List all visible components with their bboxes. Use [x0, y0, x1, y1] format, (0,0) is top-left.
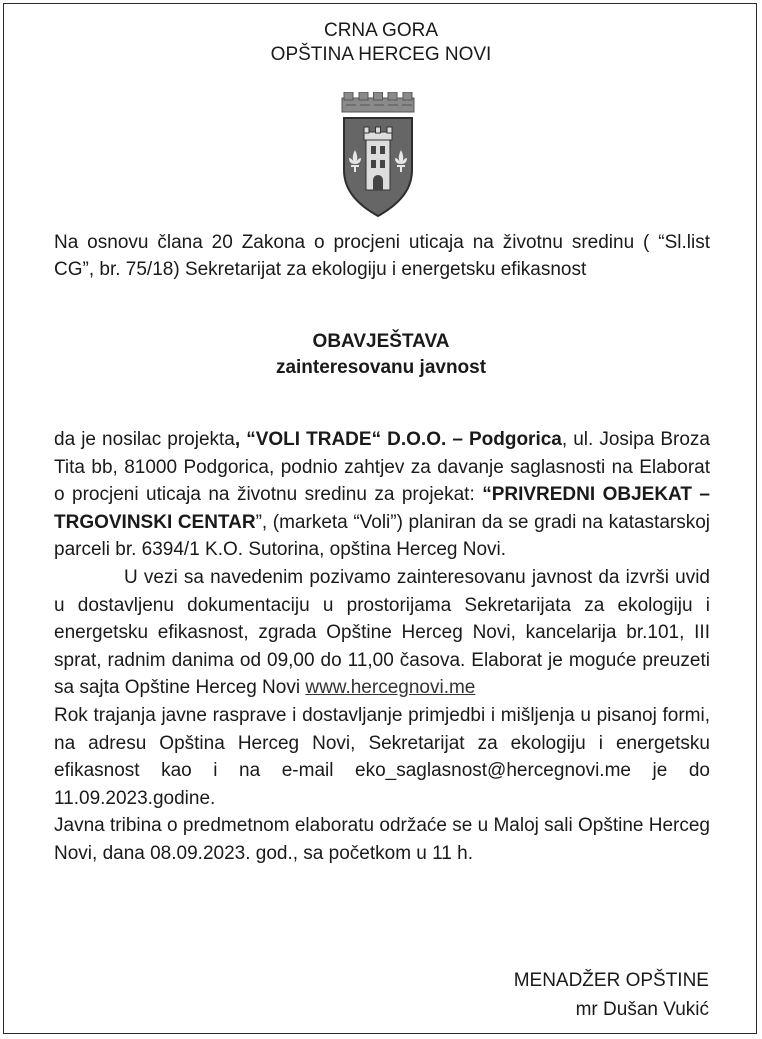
title-sub: zainteresovanu javnost [275, 357, 487, 378]
signature-role: MENADŽER OPŠTINE [513, 970, 709, 991]
signature-name: mr Dušan Vukić [575, 999, 709, 1020]
paragraph-project [54, 426, 710, 564]
paragraph-deadline: Rok trajanja javne rasprave i dostavljanje primjedbi i mišljenja u pisanoj formi, na adresu Opština Herceg Novi, Sekretarijat za ekologiju i energetsku efikasnost kao i na e-mail eko_saglasnost@hercegnovi.me je do 11.09.2023.godine. [54, 704, 710, 809]
title-main: OBAVJEŠTAVA [312, 331, 450, 352]
project-name: “PRIVREDNI OBJEKAT – TRGOVINSKI CENTAR [54, 484, 710, 533]
para1-text-3: ”, (marketa “Voli”) planiran da se gradi na katastarskoj parceli br. 6394/1 K.O. Sutorina, opština Herceg Novi. [54, 511, 710, 561]
para1-text-1: da je nosilac projekta [54, 429, 235, 450]
paragraph-invitation [54, 564, 710, 702]
para1-text-2: , ul. Josipa Broza Tita bb, 81000 Podgorica, podnio zahtjev za davanje saglasnosti na Elaborat o procjeni uticaja na životnu sredinu za projekat: [54, 429, 710, 506]
coat-of-arms-icon [340, 92, 416, 218]
header-municipality: OPŠTINA HERCEG NOVI [270, 44, 492, 65]
notice-title [0, 329, 762, 381]
website-link[interactable]: www.hercegnovi.me [305, 677, 476, 699]
para2-text: U vezi sa navedenim pozivamo zainteresovanu javnost da izvrši uvid u dostavljenu dokumentaciju u prostorijama Sekretarijata za ekologiju i energetsku efikasnost, zgrada Opštine Herceg Novi, kancelarija br.101, III sprat, radnim danima od 09,00 do 11,00 časova. Elaborat je moguće preuzeti sa sajta Opštine Herceg Novi [54, 566, 710, 699]
applicant-name: , “VOLI TRADE“ D.O.O. – Podgorica [234, 429, 562, 450]
notice-body [54, 426, 710, 868]
paragraph-public-forum: Javna tribina o predmetnom elaboratu održaće se u Maloj sali Opštine Herceg Novi, dana 08.09.2023. god., sa početkom u 11 h. [54, 815, 710, 864]
intro-paragraph: Na osnovu člana 20 Zakona o procjeni uticaja na životnu sredinu ( “Sl.list CG”, br. 75/18) Sekretarijat za ekologiju i energetsku efikasnost [54, 232, 710, 280]
header-country: CRNA GORA [323, 20, 439, 41]
